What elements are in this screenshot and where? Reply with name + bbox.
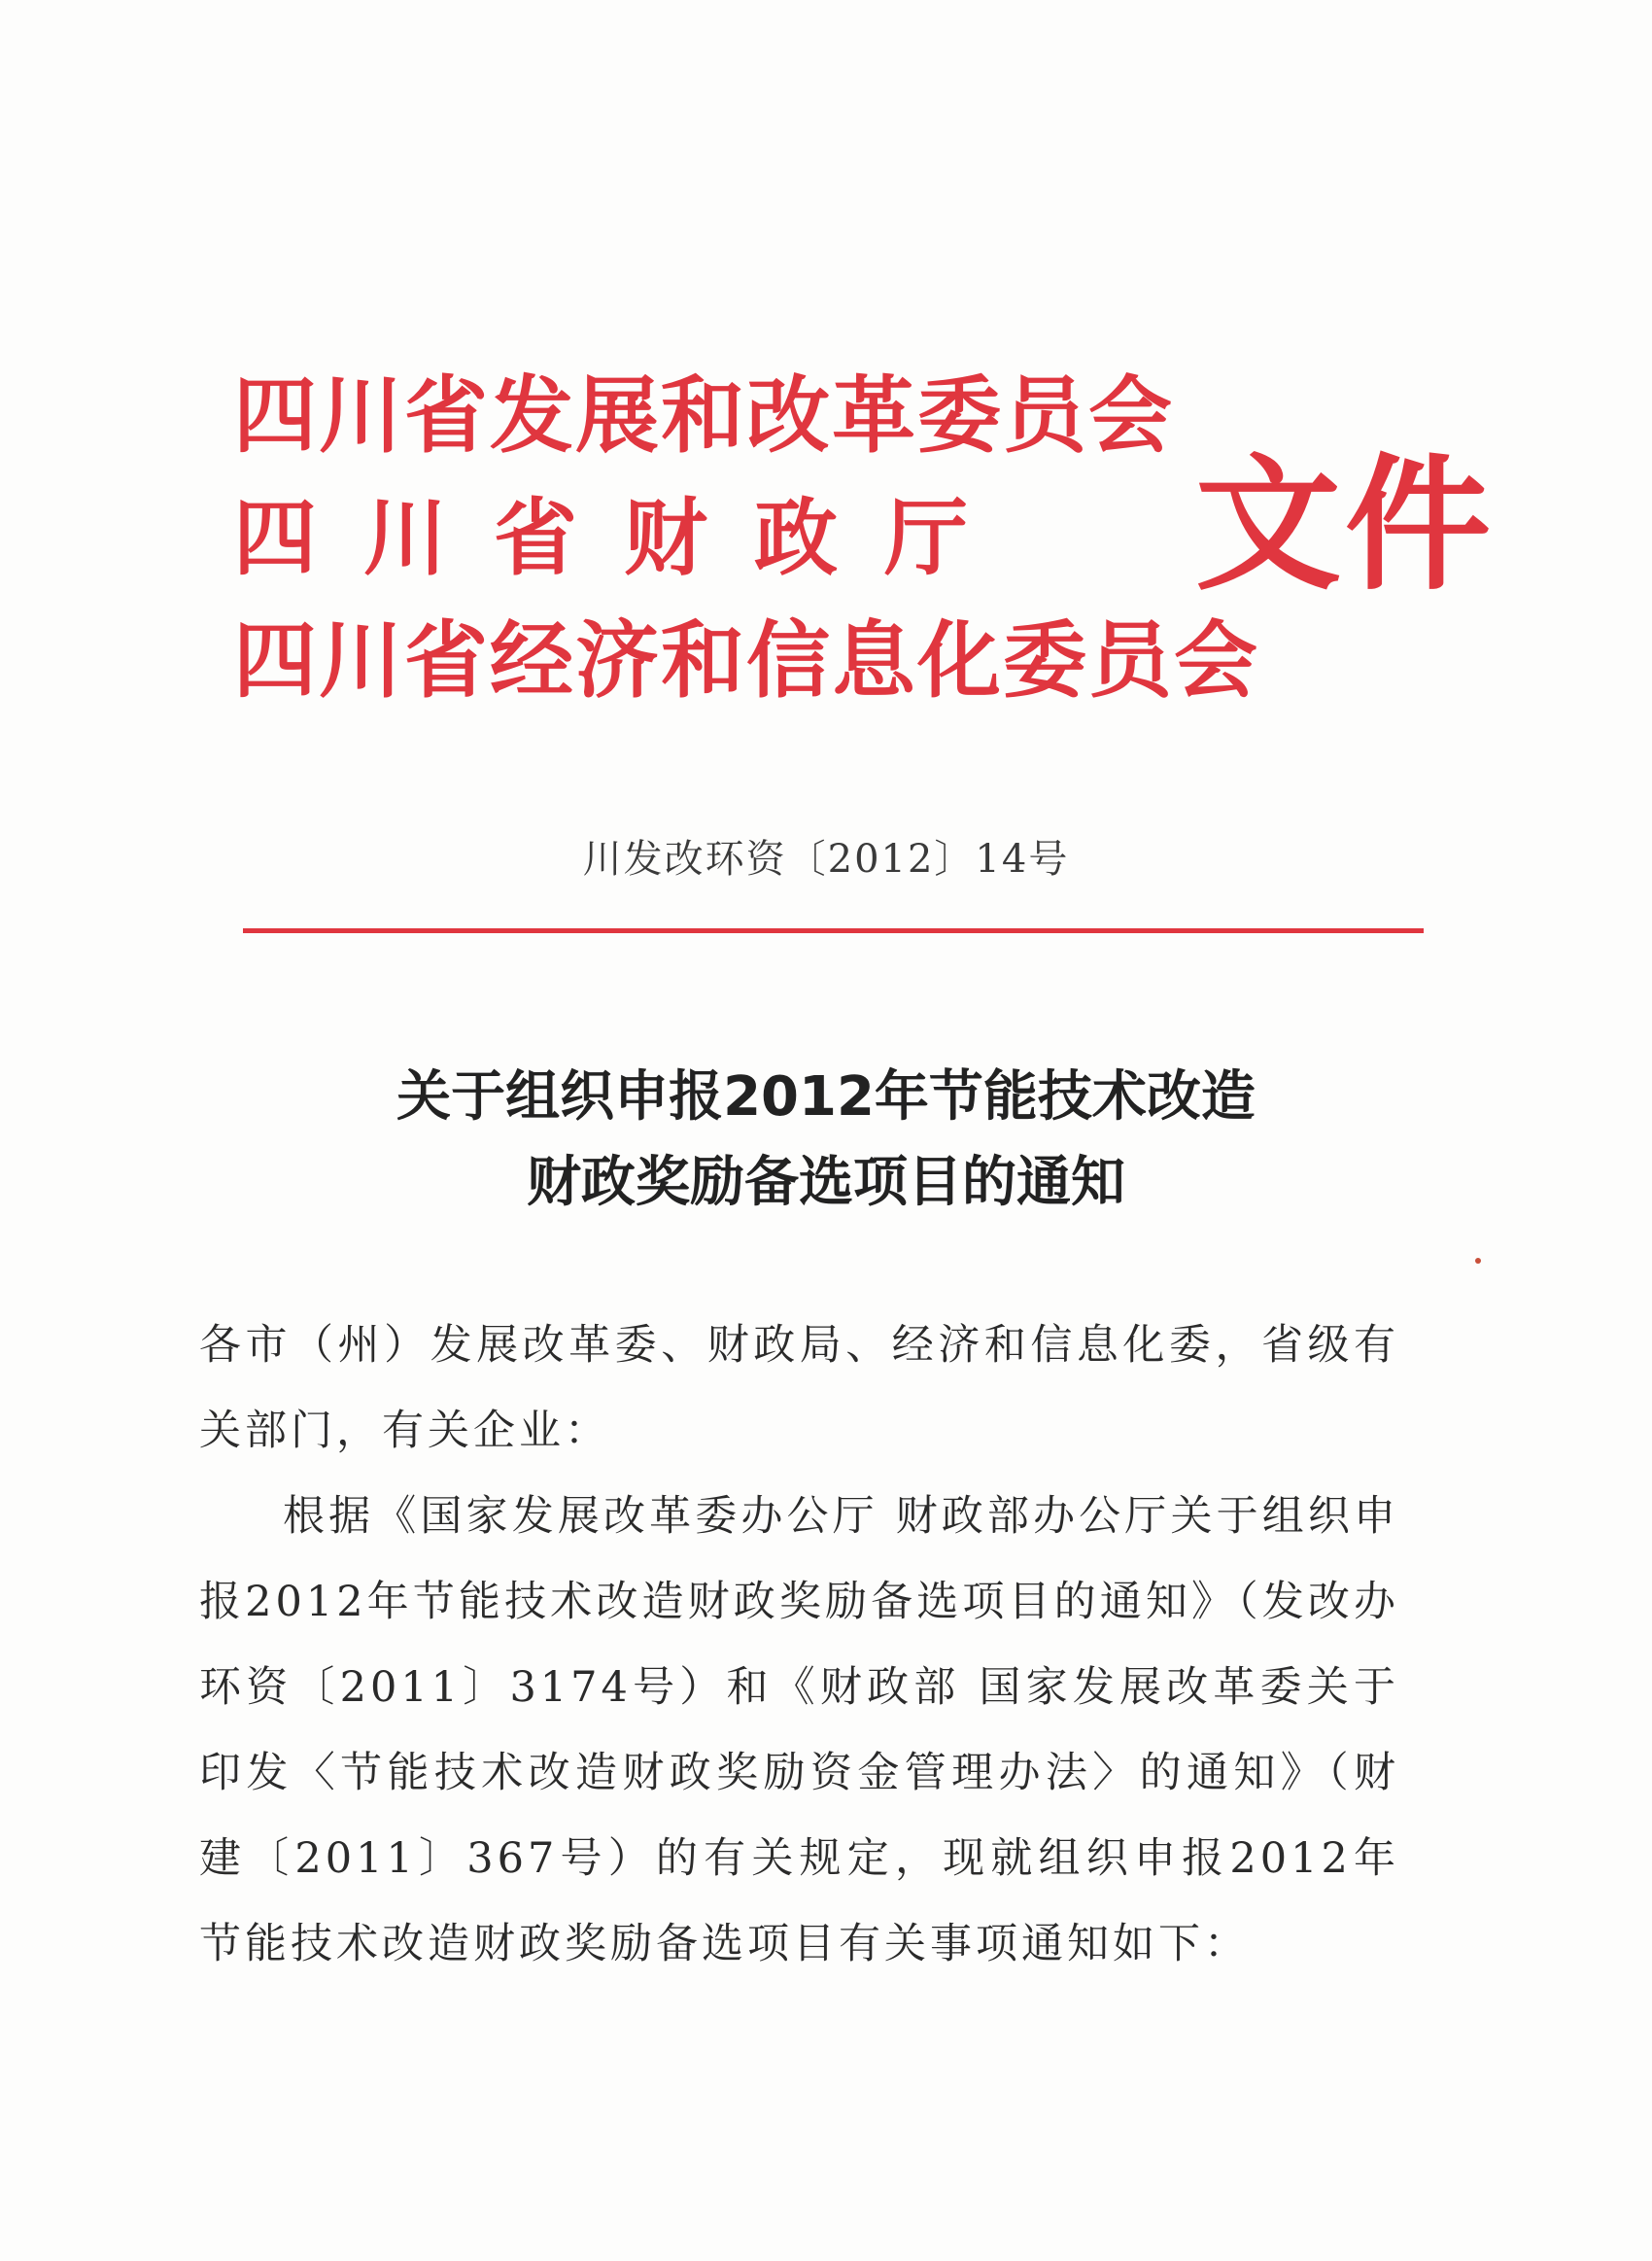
issuer-list	[233, 366, 1259, 742]
body-paragraph: 根据《国家发展改革委办公厅 财政部办公厅关于组织申报2012年节能技术改造财政奖励备选项目的通知》（发改办环资〔2011〕3174号）和《财政部 国家发展改革委关于印发〈节能技术改造财政奖励资金管理办法〉的通知》（财建〔2011〕367号）的有关规定，现就组织申报2012年节能技术改造财政奖励备选项目有关事项通知如下：	[199, 1492, 1399, 1968]
document-header	[233, 366, 1496, 734]
title-line: 财政奖励备选项目的通知	[527, 1151, 1125, 1214]
issuer-name: 四川省财政厅	[233, 489, 1015, 587]
salutation: 各市（州）发展改革委、财政局、经济和信息化委，省级有关部门，有关企业：	[199, 1321, 1399, 1455]
title-line: 关于组织申报2012年节能技术改造	[396, 1065, 1256, 1129]
document-number: 川发改环资〔2012〕14号	[582, 837, 1070, 882]
document-body	[199, 1303, 1399, 1987]
issuer-name: 四川省发展和改革委员会	[233, 366, 1174, 465]
issuer-name: 四川省经济和信息化委员会	[233, 611, 1259, 710]
red-divider	[243, 928, 1424, 933]
document-title	[0, 1055, 1652, 1226]
scan-speck	[1475, 1258, 1481, 1264]
document-label: 文件	[1195, 439, 1496, 610]
